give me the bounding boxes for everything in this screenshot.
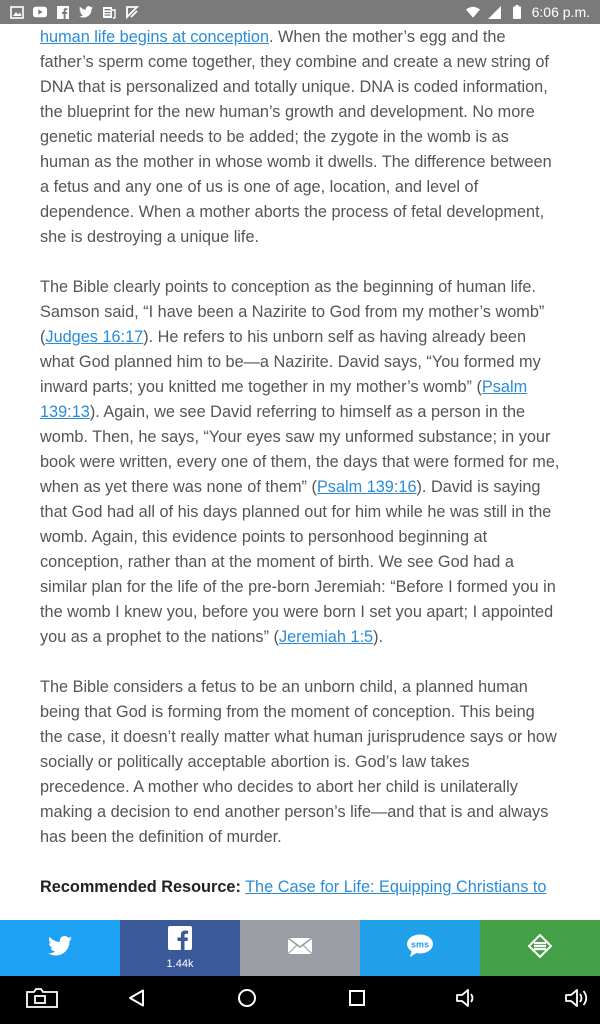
more-share-button[interactable] bbox=[480, 920, 600, 976]
twitter-icon bbox=[79, 5, 93, 19]
facebook-icon bbox=[168, 926, 192, 955]
psalm-139-16-link[interactable]: Psalm 139:16 bbox=[316, 478, 417, 496]
conception-link[interactable]: human life begins at conception bbox=[40, 28, 269, 46]
volume-down-button[interactable] bbox=[452, 976, 482, 1024]
paragraph-text: The Bible clearly points to conception as the beginning of human life. Samson said, “I have been a Nazirite to God from my mother’s womb” ( bbox=[40, 278, 545, 346]
twitter-share-button[interactable] bbox=[0, 920, 120, 976]
judges-16-17-link[interactable]: Judges 16:17 bbox=[45, 328, 144, 346]
home-button[interactable] bbox=[227, 976, 267, 1024]
back-icon bbox=[128, 989, 146, 1012]
recommended-resource bbox=[40, 875, 560, 900]
paragraph: The Bible considers a fetus to be an unborn child, a planned human being that God is forming from the moment of conception. This being the case, it doesn’t really matter what human jurisprudence says or how socially or politically acceptable abortion is. God’s law takes precedence. A mother who decides to abort her child is unilaterally making a decision to end another person’s life—and that is and always has been the definition of murder. bbox=[40, 678, 557, 846]
gallery-icon bbox=[10, 5, 24, 19]
notification-icons bbox=[0, 5, 139, 19]
more-share-icon bbox=[527, 933, 553, 964]
paragraph-text: ). Again, we see David referring to himself as a person in the womb. Then, he says, “Your eyes saw my unformed substance; in your book were written, every one of them, the days that were formed for me, when as yet there was none of them” ( bbox=[40, 403, 560, 496]
recommended-label: Recommended Resource: bbox=[40, 878, 241, 896]
paragraph-text: ). David is saying that God had all of his days planned out for him while he was still in the womb. Again, this evidence points to personhood beginning at conception, rather than at the moment of birth. We see God had a similar plan for the life of the pre-born Jeremiah: “Before I formed you in the womb I knew you, before you were born I set you apart; I appointed you as a prophet to the nations” ( bbox=[40, 478, 556, 646]
navigation-bar bbox=[0, 976, 600, 1024]
sms-icon bbox=[406, 934, 434, 963]
clock: 6:06 p.m. bbox=[531, 4, 590, 20]
status-bar bbox=[0, 0, 600, 24]
recommended-resource-link[interactable]: The Case for Life: Equipping Christians to bbox=[245, 878, 547, 896]
facebook-share-count: 1.44k bbox=[166, 958, 194, 970]
volume-down-icon bbox=[456, 988, 478, 1013]
wifi-icon bbox=[466, 5, 480, 19]
psalm-139-13-link[interactable]: Psalm 139:13 bbox=[40, 378, 528, 421]
back-button[interactable] bbox=[117, 976, 157, 1024]
battery-icon bbox=[510, 5, 524, 19]
youtube-icon bbox=[33, 5, 47, 19]
sms-icon-label: sms bbox=[410, 939, 430, 949]
news-icon bbox=[102, 5, 116, 19]
paragraph-text: ). bbox=[373, 628, 384, 646]
volume-up-button[interactable] bbox=[560, 976, 596, 1024]
email-icon bbox=[287, 937, 313, 960]
recents-icon bbox=[349, 990, 365, 1011]
signal-icon bbox=[488, 5, 502, 19]
paragraph bbox=[40, 25, 560, 250]
facebook-icon bbox=[56, 5, 70, 19]
paragraph-text: ). He refers to his unborn self as having already been what God planned him to be—a Nazirite. David says, “You formed my inward parts; you knitted me together in my mother’s womb” ( bbox=[40, 328, 541, 396]
share-bar bbox=[0, 920, 600, 976]
screenshot-button[interactable] bbox=[22, 976, 62, 1024]
email-share-button[interactable] bbox=[240, 920, 360, 976]
recents-button[interactable] bbox=[337, 976, 377, 1024]
article-body bbox=[40, 24, 560, 920]
paragraph bbox=[40, 275, 560, 650]
facebook-share-button[interactable] bbox=[120, 920, 240, 976]
jeremiah-1-5-link[interactable]: Jeremiah 1:5 bbox=[278, 628, 374, 646]
send-icon bbox=[125, 5, 139, 19]
volume-up-icon bbox=[565, 988, 591, 1013]
sms-share-button[interactable] bbox=[360, 920, 480, 976]
system-status bbox=[466, 4, 600, 20]
home-icon bbox=[237, 988, 257, 1013]
twitter-icon bbox=[48, 936, 72, 961]
paragraph-text: . When the mother’s egg and the father’s sperm come together, they combine and create a new string of DNA that is personalized and totally unique. DNA is coded information, the blueprint for the new human’s growth and development. No more genetic material needs to be added; the zygote in the womb is as human as the mother in whose womb it dwells. The difference between a fetus and any one of us is one of age, location, and level of dependence. When a mother aborts the process of fetal development, she is destroying a unique life. bbox=[40, 28, 552, 246]
screenshot-icon bbox=[26, 988, 58, 1013]
